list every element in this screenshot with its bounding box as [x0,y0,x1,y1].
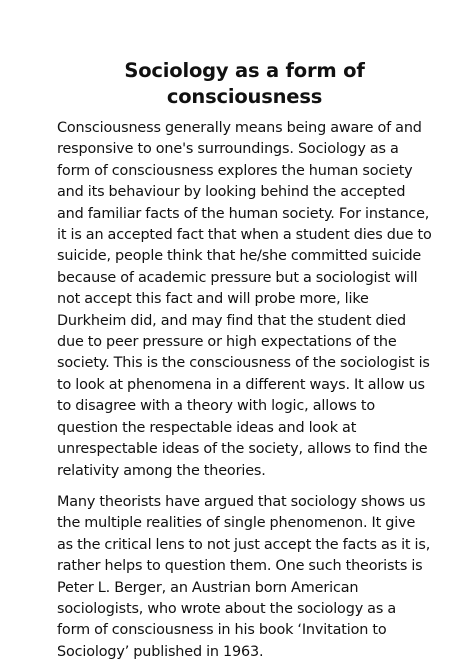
body-paragraph-2: Many theorists have argued that sociology shows us the multiple realities of single phenomenon. It give as the critical lens to not just accept the facts as it is, rather helps to question them. One such theorists is Peter L. Berger, an Austrian born American sociologists, who wrote about the sociology as a form of consciousness in his book ‘Invitation to Sociology’ published in 1963. [57,493,431,660]
document-title: Sociology as a form of consciousness [124,59,365,108]
body-paragraph-1: Consciousness generally means being aware of and responsive to one's surroundings. Sociology as a form of consciousness explores the human society and its behaviour by looking behind the accepted and familiar facts of the human society. For instance, it is an accepted fact that when a student dies due to suicide, people think that he/she committed suicide because of academic pressure but a sociologist will not accept this fact and will probe more, like Durkheim did, and may find that the student died due to peer pressure or high expectations of the society. This is the consciousness of the sociologist is to look at phenomena in a different ways. It allow us to disagree with a theory with logic, allows to question the respectable ideas and look at unrespectable ideas of the society, allows to find the relativity among the theories. [57,120,432,479]
